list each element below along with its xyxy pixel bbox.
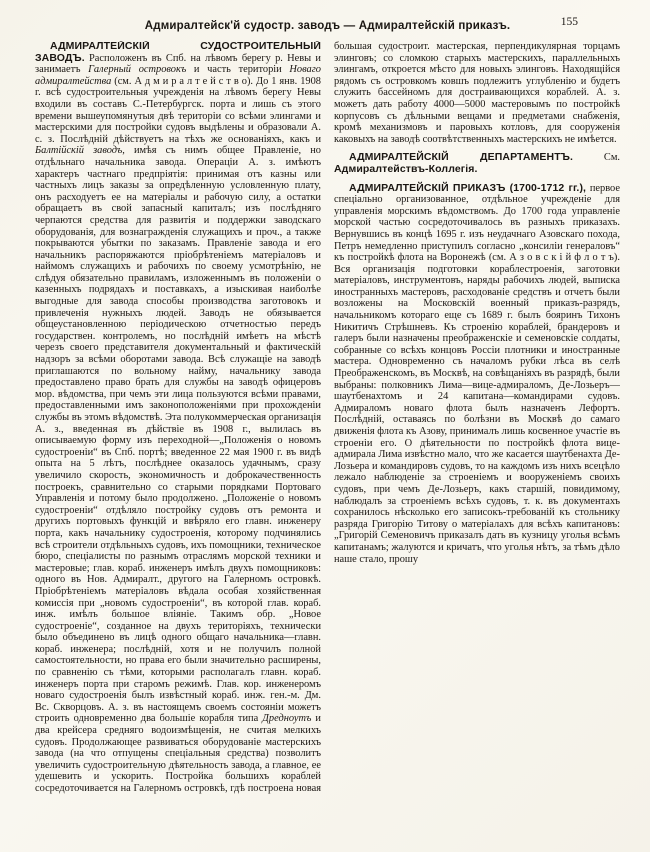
text-segment: и два крейсера средняго водоизмѣщенія, не считая мелкихъ судовъ. Продолжающее развиваться оборудованіе мастерскихъ завода (на что отпущены спеціальныя средства) позволитъ увеличить судостроительную дѣятельность завода, а главное, ее удешевить и ускорить. Постройка большихъ кораблей сосредоточивается на Галерномъ островкѣ, гдѣ построена новая большая судостроит. мастерская, перпендикулярная торцамъ элинговъ; со сломкою старыхъ мастерскихъ, параллельныхъ элингамъ, откроется мѣсто для новыхъ элинговъ. Находящійся рядомъ съ островкомъ ковшъ подлежитъ углубленію и будетъ служить бассейномъ для достраивающихся кораблей. А. з. можетъ дать работу 4000—5000 мастеровымъ по постройкѣ корпусовъ съ дѣльными вещами и предметами снабженія, кромѣ механизмовъ и паровыхъ котловъ, для сооруженія каковыхъ на заводѣ соотвѣтственныхъ мастерскихъ не имѣется.	[35, 41, 620, 794]
text-segment: Балтійскій заводъ	[35, 145, 123, 157]
text-segment: См.	[572, 152, 620, 164]
text-segment: (см. А д м и р а л т е й с т в о). До 1 янв. 1908 г. всѣ судостроительныя учрежденія на лѣвомъ берегу Невы входили въ составъ С.-Петербургск. порта и лишь съ этого времени вышеупомянутыя двѣ територіи со всѣми элингами и мастерскими для постройки судовъ выдѣлены и образовали А. с. з. Послѣдній дѣйствуетъ на тѣхъ же основаніяхъ, какъ и	[35, 75, 321, 145]
article-columns	[35, 41, 620, 803]
text-segment: Расположенъ въ Спб. на лѣвомъ берегу р. Невы и занимаетъ	[35, 52, 321, 76]
text-segment: Дредноутъ	[262, 713, 312, 725]
text-segment: Новаго адмиралтейства	[35, 64, 321, 87]
running-head-title: Адмиралтейск'й судостр. заводъ — Адмиралтейскій приказъ.	[144, 20, 511, 32]
text-segment: Галерный островокъ	[88, 64, 187, 76]
text-segment: и часть територіи	[186, 64, 290, 76]
text-segment: , имѣя съ нимъ общее Правленіе, но отдѣльнаго начальника завода. Операціи А. з. имѣютъ характеръ частнаго предпріятія: принимая отъ казны или частныхъ лицъ заказы за опредѣленную условленную плату, онъ расходуетъ ее на матеріалы и рабочую силу, а остатки обращаетъ въ свой запасный капиталъ; изъ послѣдняго черпаются средства для развитія и поддержки заводскаго оборудованія, для вознагражденія служащихъ и проч., а также покрываются убытки по заказамъ. Правленіе завода и его начальникъ распоряжаются пріобрѣтеніемъ матеріаловъ и наймомъ служащихъ и рабочихъ по своему усмотрѣнію, не слѣдуя обязательно правиламъ, изложеннымъ въ положеніи о казенныхъ подрядахъ и поставкахъ, а изыскивая наиболѣе выгодные для завода способы производства заготовокъ и привлеченія нужныхъ людей. Заводъ не обязывается общеустановленною періодическою отчетностью передъ государствен. контролемъ, но послѣдній имѣетъ на мѣстѣ черезъ своего представителя документальный и фактическій надзоръ за всѣми оборотами завода. Всѣ служащіе на заводѣ приглашаются по вольному найму, начальнику завода предоставлено право брать для службы на заводѣ офицеровъ мор. вѣдомства, при чемъ эти лица пользуются всѣми правами, предоставленными имъ законоположеніями при прохожденіи службы въ этомъ вѣдомствѣ. Эта полукоммерческая организація А. з., введенная въ дѣйствіе въ 1908 г., вылилась въ описываемую форму изъ переходной—„Положенія о новомъ судостроеніи“ въ Спб. портѣ; введенное 22 мая 1900 г. въ видѣ опыта на 5 лѣтъ, послѣднее оказалось удачнымъ, сразу увеличило скорость, экономичность и доброкачественность построекъ, сравнительно со старыми порядками Портоваго Управленія и потому было продолжено. „Положеніе о новомъ судостроеніи“ отдѣляло постройку судовъ отъ ремонта и другихъ портовыхъ функцій и ввѣряло его главн. инженеру порта, какъ начальнику судостроенія, которому подчинялись всѣ строители отдѣльныхъ судовъ, ихъ помощники, техническое бюро, спеціалисты по разнымъ отраслямъ морской техники и мастеровые; глав. кораб. инженеръ имѣлъ двухъ помощниковъ: одного въ Нов. Адмиралт., другого на Галерномъ островкѣ. Пріобрѣтеніемъ матеріаловъ вѣдала особая хозяйственная комиссія при „новомъ судостроеніи“, въ которой глав. кораб. инж. имѣлъ большое вліяніе. Такимъ обр. „Новое судостроеніе“, созданное на двухъ територіяхъ, технически было объединено въ лицѣ одного общаго начальника—главн. кораб. инженера; послѣдній, хотя и не получилъ полной самостоятельности, но права его были значительно расширены, по сравненію съ тѣми, которыми располагалъ главн. кораб. инженеръ порта при старомъ режимѣ. Глав. кор. инженеромъ новаго судостроенія былъ извѣстный кораб. инж. ген.-м. Дм. Вс. Скворцовъ. А. з. въ настоящемъ своемъ состояніи можетъ строить одновременно два большіе корабля типа	[35, 145, 321, 725]
text-segment: АДМИРАЛТЕЙСКІЙ ДЕПАРТАМЕНТЪ.	[349, 151, 573, 164]
text-segment: Адмиралтействъ-Коллегія.	[334, 162, 478, 175]
entry-admiralty-prikaz	[334, 183, 620, 566]
entry-admiralty-department	[334, 152, 620, 175]
running-head	[35, 16, 620, 32]
text-segment: первое спеціально организованное, отдѣльное учрежденіе для управленія морскимъ вѣдомствомъ. До 1700 года управленіе морской частью сосредоточивалось въ разныхъ приказахъ. Вернувшись въ концѣ 1695 г. изъ неудачнаго Азовскаго похода, Петръ немедленно приступилъ согласно „консиліи генераловъ“ къ постройкѣ флота на Воронежѣ (см. А з о в с к і й ф л о т ъ). Вся организація подготовки кораблестроенія, заготовки матеріаловъ, инструментовъ, наряды рабочихъ людей, выписка иностранныхъ мастеровъ, расходованіе средствъ и отчетъ были возложены на Московскій военный приказъ-разрядъ, начальникомъ котораго еще съ 1689 г. былъ бояринъ Тихонъ Никитичъ Стрѣшневъ. Къ строенію кораблей, брандеровъ и галеръ были назначены преображенскіе и семеновскіе солдаты, собранные со всѣхъ концовъ Россіи плотники и иностранные мастера. Одновременно съ началомъ рубки лѣса въ селѣ Преображенскомъ, въ Москвѣ, на совѣщаніяхъ въ разрядѣ, были выбраны: полковникъ Лима—вице-адмираломъ, Де-Лозьеръ—шаутбенахтомъ и 24 капитана—командирами судовъ. Адмираломъ новаго флота былъ назначенъ Лефортъ. Послѣдній, оставаясь по болѣзни въ Москвѣ до самаго движенія флота къ Азову, принималъ лишь косвенное участіе въ строеніи его. О дѣятельности по постройкѣ флота вице-адмирала Лима извѣстно мало, что же касается шаутбенахта Де-Лозьера и командировъ судовъ, то на каждомъ изъ нихъ всецѣло лежало наблюденіе за строеніемъ и вооруженіемъ своихъ судовъ, при чемъ Де-Лозьеръ, какъ старшій, повидимому, наблюдалъ за строеніемъ всѣхъ судовъ, т. к. въ документахъ сохранилось нѣсколько его записокъ-требованій къ стольнику разряда Григорію Титову о матеріалахъ для всѣхъ капитановъ: „Григорій Семеновичъ приказалъ дать въ кузницу уголья всѣмъ капитанамъ; жалуются и кричатъ, что уголья нѣтъ, за тѣмъ дѣло наше стало, прошу	[334, 182, 620, 565]
text-segment: АДМИРАЛТЕЙСКІЙ СУДОСТРОИТЕЛЬНЫЙ ЗАВОДЪ.	[35, 41, 321, 64]
text-segment: АДМИРАЛТЕЙСКІЙ ПРИКАЗЪ (1700-1712 гг.),	[349, 181, 587, 194]
page-number: 155	[560, 16, 578, 28]
